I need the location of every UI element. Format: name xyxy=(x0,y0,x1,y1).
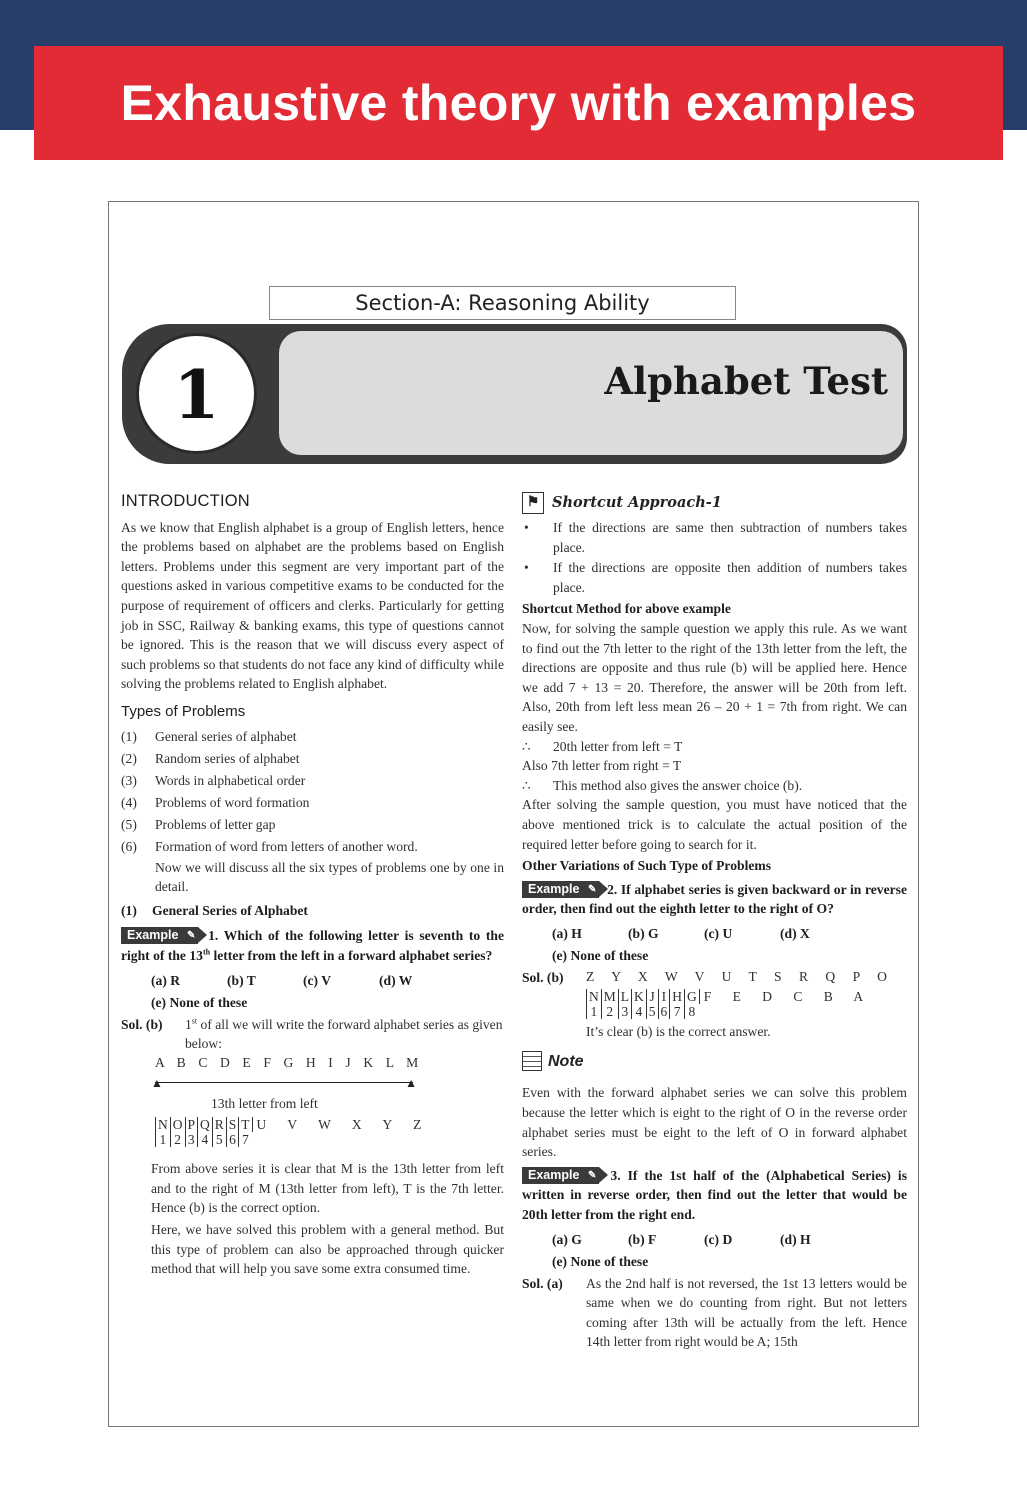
arrow-caption: 13th letter from left xyxy=(211,1095,318,1111)
index-rest: U V W X Y Z xyxy=(252,1117,431,1132)
note-heading: Note xyxy=(522,1051,907,1071)
therefore-line-2: ∴ This method also gives the answer choice (b). xyxy=(522,777,803,793)
pencil-icon: ✎ xyxy=(588,883,597,895)
list-item: (2) Random series of alphabet xyxy=(121,750,300,766)
index-cell: R 5 xyxy=(212,1117,226,1147)
index-cell: O 2 xyxy=(170,1117,185,1147)
index-cell: T 7 xyxy=(238,1117,251,1147)
pencil-icon: ✎ xyxy=(187,930,196,942)
alphabet-index-row xyxy=(121,1117,504,1147)
book-page xyxy=(108,201,919,1427)
general-heading: General Series of Alphabet xyxy=(152,902,308,918)
index-cell: N 1 xyxy=(586,989,601,1019)
method-text: Now, for solving the sample question we apply this rule. As we want to find out the 7th letter to the right of the 13th letter from the left, the directions are opposite and thus rule (b) will be applied here. Hence we add 7 + 13 = 20. Therefore, the answer will be 20th from left. Also, 20th from left less mean 26 – 20 + 1 = 7th from right. We can easily see. xyxy=(522,620,907,734)
alphabet-sequence: A B C D E F G H I J K L M xyxy=(155,1054,423,1070)
variations-heading: Other Variations of Such Type of Problems xyxy=(522,858,771,874)
shortcut-rules xyxy=(522,518,907,597)
list-item: (1) General series of alphabet xyxy=(121,728,297,744)
index-cell: M 2 xyxy=(601,989,618,1019)
section-title: Section-A: Reasoning Ability xyxy=(269,286,736,320)
alphabet-index-row xyxy=(586,989,907,1019)
example-3-option-e: (e) None of these xyxy=(552,1253,649,1269)
index-cell: L 3 xyxy=(618,989,631,1019)
list-item: (6) Formation of word from letters of another word. xyxy=(121,838,418,854)
also-line: Also 7th letter from right = T xyxy=(522,758,682,774)
example-2-options: (a) H (b) G (c) U (d) X xyxy=(552,925,810,941)
shortcut-heading: ⚑ Shortcut Approach-1 xyxy=(522,492,907,514)
right-column xyxy=(522,492,907,1352)
example-3: Example ✎ 3. If the 1st half of the (Alphabetical Series) is written in reverse order, then find out the letter that would be 20th letter from the right end. xyxy=(522,1167,907,1223)
types-list xyxy=(121,726,504,858)
example-1-explanation: From above series it is clear that M is the 13th letter from left and to the right of M (13th letter from left), T is the 7th letter. Hence (b) is the correct option. Here, we have solved this problem with a general method. But this type of problem can also be approached through quicker method that will help you save some extra consumed time. xyxy=(151,1161,504,1277)
list-item: • If the directions are opposite then addition of numbers takes place. xyxy=(524,560,907,595)
general-heading-row: (1) General Series of Alphabet xyxy=(121,901,504,921)
example-badge: Example ✎ xyxy=(522,1167,599,1184)
list-item: (5) Problems of letter gap xyxy=(121,816,276,832)
notepad-icon xyxy=(522,1051,542,1071)
index-cell: G 8 xyxy=(684,989,699,1019)
example-2: Example ✎ 2. If alphabet series is given backward or in reverse order, then find out the eighth letter to the right of O? xyxy=(522,881,907,917)
left-column xyxy=(121,492,504,1279)
index-rest: F E D C B A xyxy=(699,989,872,1004)
list-item: • If the directions are same then subtraction of numbers takes place. xyxy=(524,520,907,555)
types-heading: Types of Problems xyxy=(121,702,246,720)
pencil-icon: ✎ xyxy=(588,1169,597,1181)
index-cell: S 6 xyxy=(226,1117,239,1147)
example-1-solution: Sol. (b) 1st of all we will write the forward alphabet series as given below: xyxy=(121,1015,503,1052)
chapter-number: 1 xyxy=(136,333,257,454)
intro-paragraph: As we know that English alphabet is a group of English letters, hence the problems based on alphabet are the problems based on English letters. Problems under this segment are very important part of the questions asked in various competitive exams to be conducted for the purpose of requirement of officers and clerks. Particularly for getting job in SSC, Railway & banking exams, this type of questions cannot be ignored. This is the reason that we will discuss every aspect of such problems so that students do not face any kind of difficulty while solving the problems related to English alphabet. xyxy=(121,519,504,692)
index-cell: N 1 xyxy=(155,1117,170,1147)
index-cell: Q 4 xyxy=(197,1117,212,1147)
intro-heading: INTRODUCTION xyxy=(121,492,250,510)
example-1-option-e: (e) None of these xyxy=(151,994,248,1010)
index-cell: P 3 xyxy=(185,1117,198,1147)
note-text: Even with the forward alphabet series we can solve this problem because the letter which is eight to the right of O in the reverse order alphabet series must be eight to the left of O in forward alphabet series. xyxy=(522,1085,907,1160)
index-cell: J 5 xyxy=(646,989,658,1019)
example-badge: Example ✎ xyxy=(121,927,198,944)
index-cell: H 7 xyxy=(669,989,684,1019)
banner-title: Exhaustive theory with examples xyxy=(120,75,917,131)
promo-banner xyxy=(34,46,1003,160)
index-cell: K 4 xyxy=(631,989,646,1019)
chapter-title: Alphabet Test xyxy=(604,359,888,403)
example-1-options: (a) R (b) T (c) V (d) W xyxy=(151,972,413,988)
runner-icon: ⚑ xyxy=(522,492,544,514)
after-text: After solving the sample question, you must have noticed that the above mentioned trick is to calculate the actual position of the required letter before going to search for it. xyxy=(522,797,907,852)
example-3-options: (a) G (b) F (c) D (d) H xyxy=(552,1231,811,1247)
list-item: (4) Problems of word formation xyxy=(121,794,310,810)
example-badge: Example ✎ xyxy=(522,881,599,898)
span-arrow: ▲ ▲ xyxy=(151,1075,417,1090)
example-1: Example ✎ 1. Which of the following letter is seventh to the right of the 13th letter from the left in a forward alphabet series? xyxy=(121,928,504,963)
example-2-option-e: (e) None of these xyxy=(552,947,649,963)
therefore-line-1: ∴ 20th letter from left = T xyxy=(522,738,683,754)
example-3-solution: Sol. (a) As the 2nd half is not reversed, the 1st 13 letters would be same when we do counting from right. But not letters coming after 13th will be actually from the left. Hence 14th letter from right would be A; 15th xyxy=(522,1275,907,1350)
types-note: Now we will discuss all the six types of problems one by one in detail. xyxy=(155,859,504,895)
index-cell: I 6 xyxy=(658,989,670,1019)
method-heading: Shortcut Method for above example xyxy=(522,601,731,617)
example-2-solution: Sol. (b) Z Y X W V U T S R Q P O N 1 M 2 L 3 K 4 J 5 I 6 H 7 G 8 F E D C B A It’s clear (b) is the correct answer. xyxy=(522,968,907,1042)
list-item: (3) Words in alphabetical order xyxy=(121,772,306,788)
